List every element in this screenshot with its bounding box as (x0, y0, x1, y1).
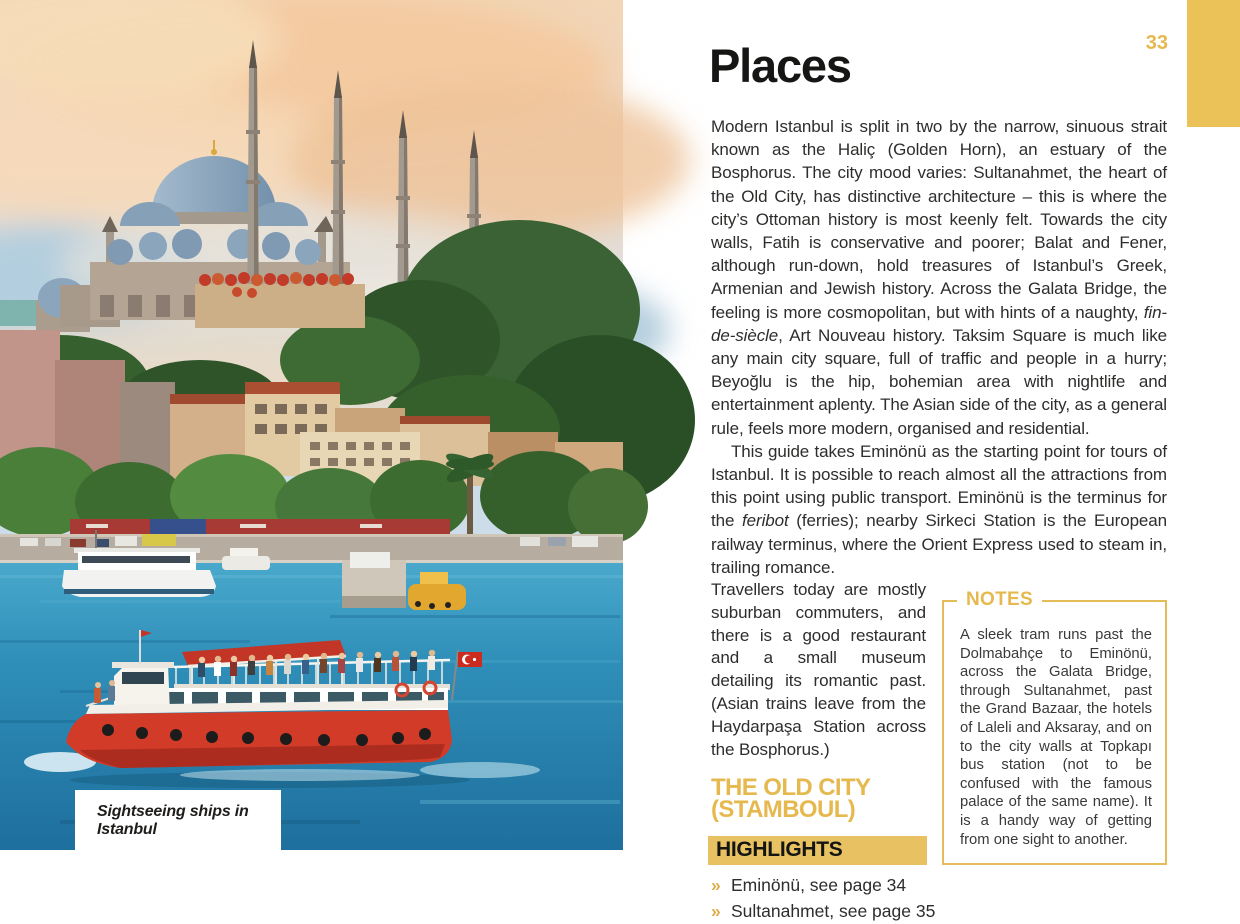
text-run: Travellers today are mostly suburban commuters, and there is a good restaurant and a small museum detailing its romantic past. (Asian trains leave from the Haydarpaşa Station across the Bosphorus.) (711, 580, 926, 759)
istanbul-photo (0, 0, 623, 850)
italic-term: feribot (742, 511, 789, 531)
section-heading-line1: THE OLD CITY (711, 774, 871, 802)
umbrella-terrace (195, 272, 365, 328)
text-run: Modern Istanbul is split in two by the narrow, sinuous strait known as the Haliç (Golden Horn), an estuary of the Bosphorus. The city mood varies: Sultanahmet, the heart of the Old City, has distinctive architecture – this is where the city’s Ottoman history is most keenly felt. Towards the city walls, Fatih is conservative and poorer; Balat and Fener, although run-down, hold treasures of Istanbul’s Greek, Armenian and Jewish history. Across the Galata Bridge, the feeling is more cosmopolitan, but with hints of a naughty, (711, 117, 1167, 322)
italic-term: fin-de-siècle (711, 302, 1167, 345)
notes-body: A sleek tram runs past the Dolmabahçe to Eminönü, across the Galata Bridge, through Sultanahmet, past the Grand Bazaar, the hotels of Laleli and Aksaray, and on to the city walls at Topkapı bus station (not to be confused with the famous palace of the same name). It is a handy way of getting from one sight to another. (960, 627, 1152, 848)
intro-paragraph (711, 115, 1167, 440)
bullet-arrow-icon: » (711, 901, 721, 922)
photo-caption-text: Sightseeing ships in Istanbul (97, 803, 249, 838)
article (711, 115, 1167, 924)
guide-paragraph-part1 (711, 440, 1167, 579)
page-number: 33 (1145, 32, 1168, 54)
highlight-text: Sultanahmet, see page 35 (731, 901, 936, 922)
notes-box (942, 589, 1167, 865)
text-run: (ferries); nearby Sirkeci Station is the European railway terminus, where the Orient Express used to steam in, trailing romance. (711, 511, 1167, 577)
page-title: Places (709, 39, 851, 92)
text-page (623, 0, 1240, 922)
photo-caption (75, 790, 281, 850)
text-run: , Art Nouveau history. Taksim Square is much like any main city square, full of traffic and people in a hurry; Beyoğlu is the hip, bohemian area with nightlife and entertainment aplenty. The Asian side of the city, as a general rule, feels more modern, organised and residential. (711, 325, 1167, 438)
highlight-item (711, 872, 1167, 898)
highlights-header: HIGHLIGHTS (708, 836, 927, 865)
bullet-arrow-icon: » (711, 875, 721, 896)
section-heading-line2: (STAMBOUL) (711, 796, 856, 824)
highlights-list (711, 872, 1167, 924)
palm-trunk (467, 472, 473, 534)
page-corner-tab (1187, 0, 1240, 127)
istanbul-photo-art (0, 0, 623, 850)
highlight-item (711, 898, 1167, 924)
text-run: This guide takes Eminönü as the starting point for tours of Istanbul. It is possible to reach almost all the attractions from this point using public transport. Eminönü is the terminus for the (711, 441, 1167, 531)
highlight-text: Eminönü, see page 34 (731, 875, 907, 896)
notes-label: NOTES (957, 589, 1042, 611)
